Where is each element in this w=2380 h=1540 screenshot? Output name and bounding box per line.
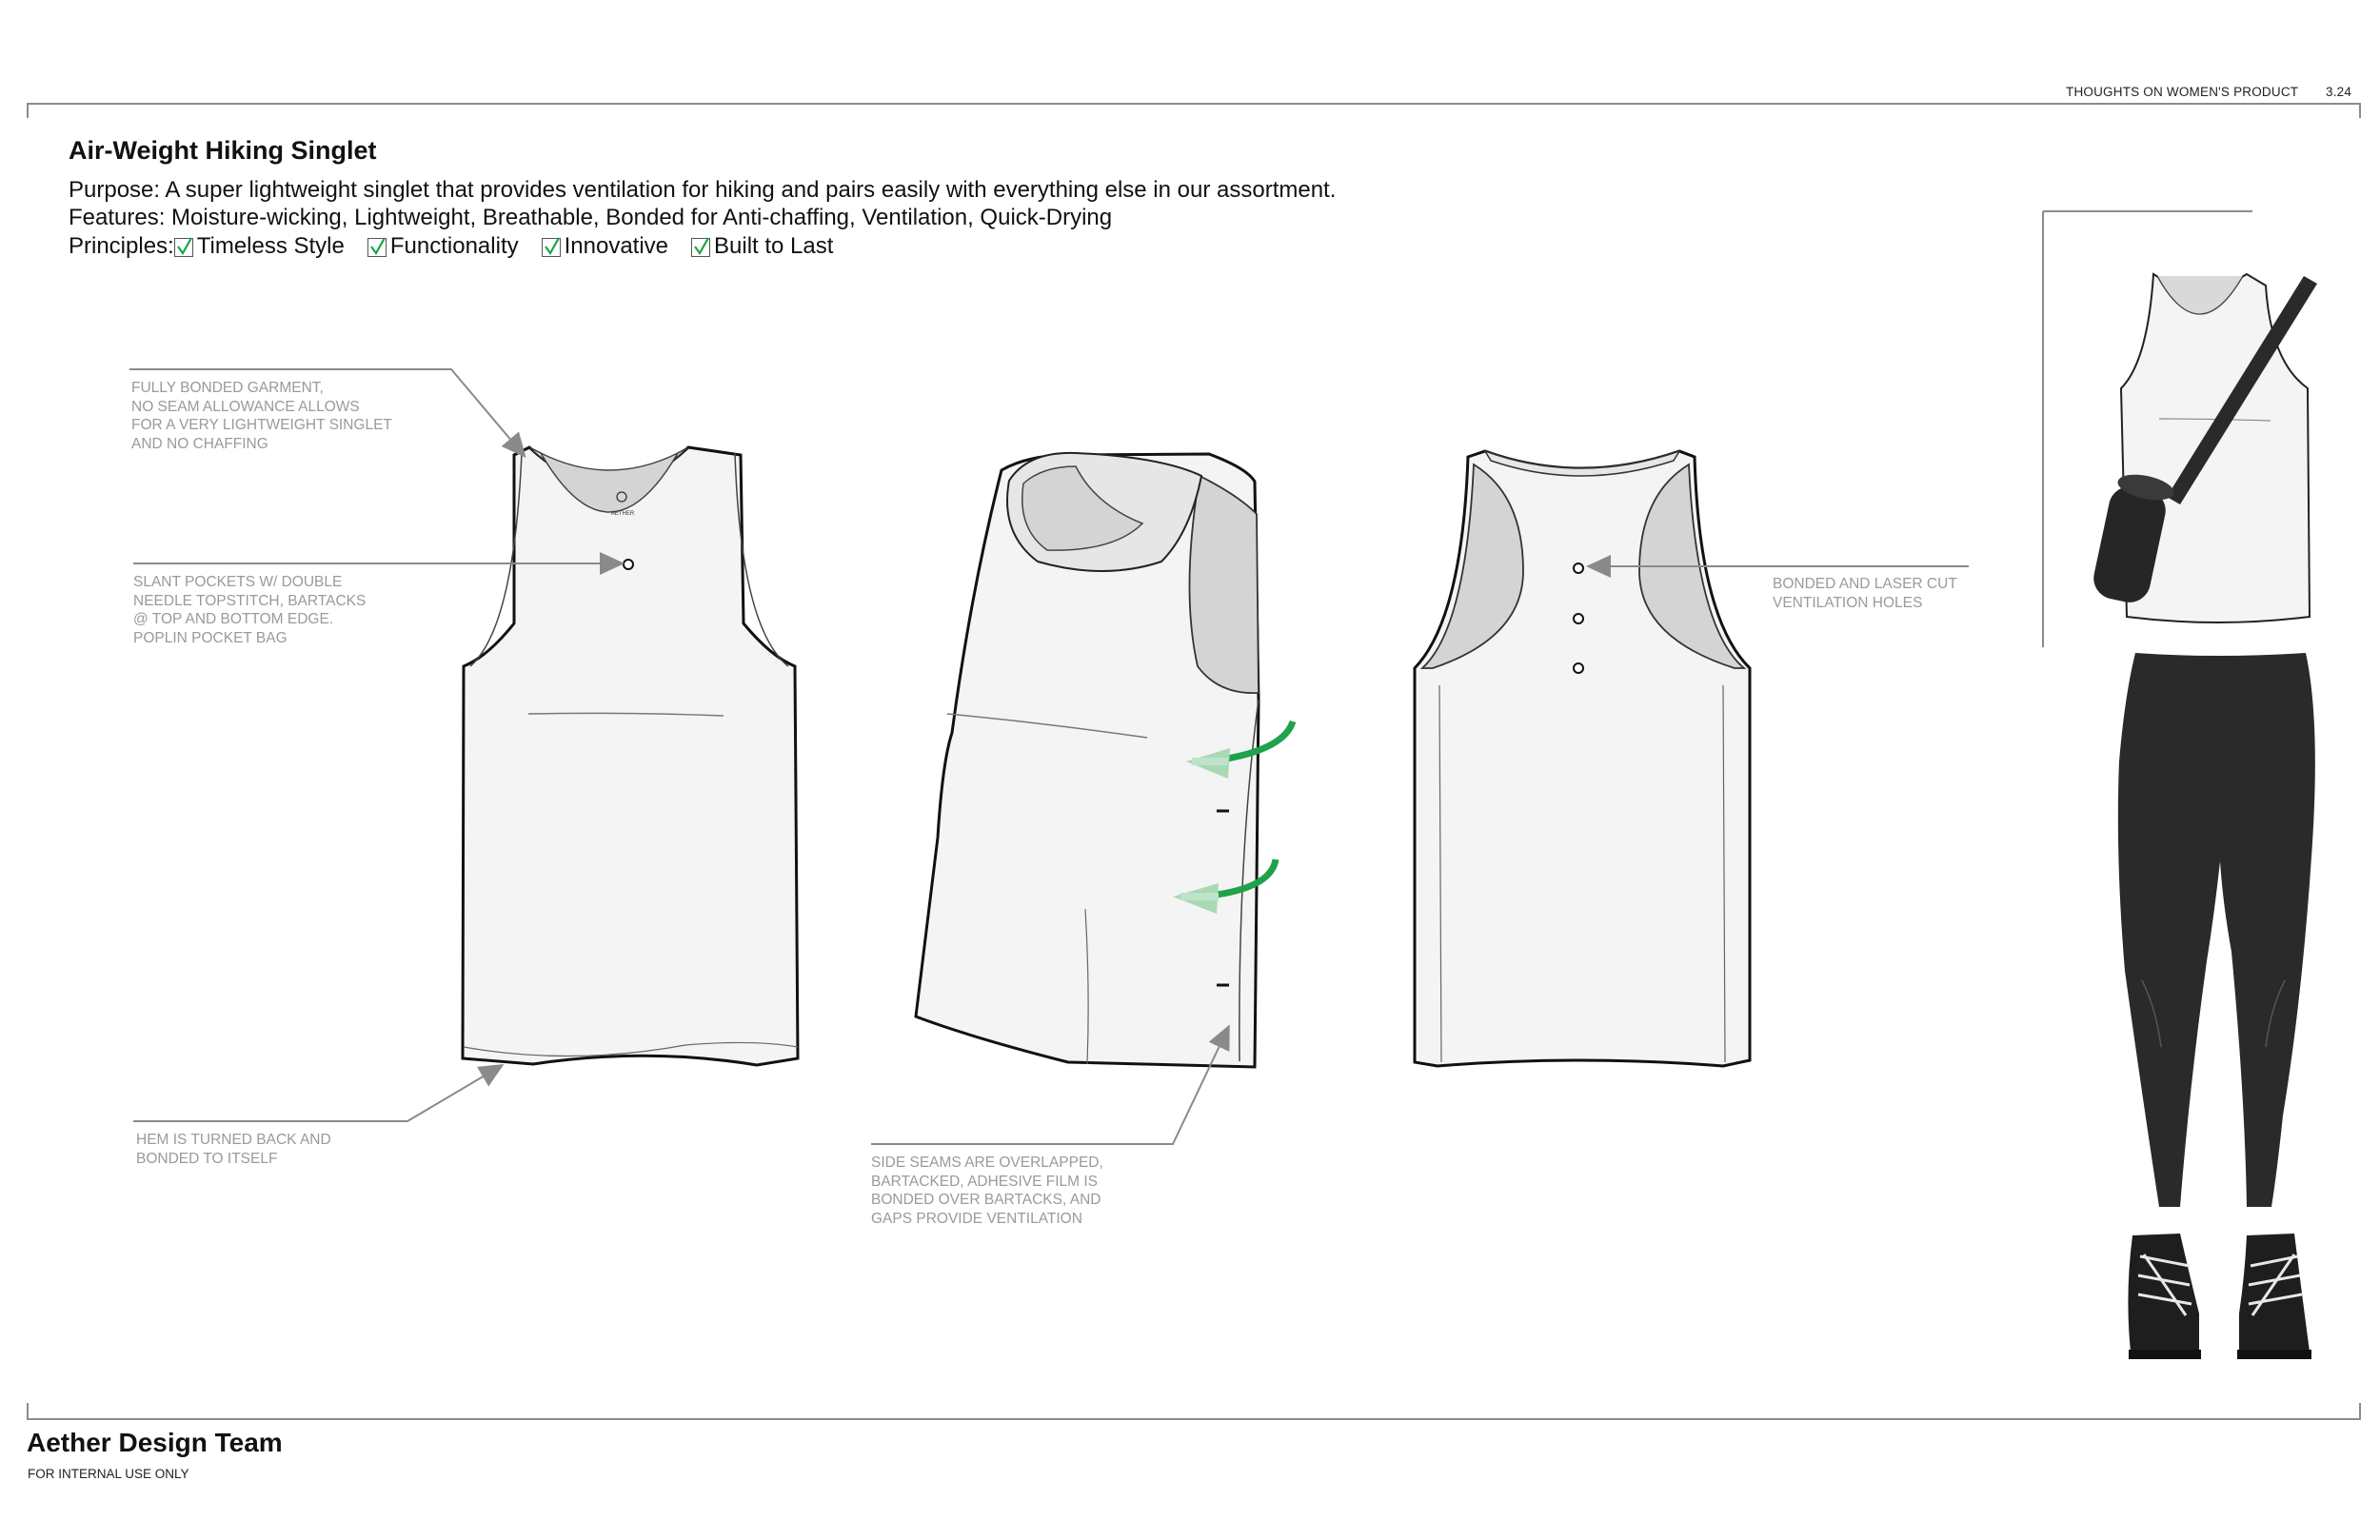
product-title: Air-Weight Hiking Singlet [69, 136, 377, 165]
singlet-front-view [463, 447, 798, 1065]
pocket-button [624, 560, 633, 569]
hiking-boot-right [2237, 1234, 2311, 1359]
hiking-boot-left [2128, 1234, 2201, 1359]
side-armhole [1189, 476, 1259, 693]
page-number: 3.24 [2326, 85, 2352, 99]
vent-hole-3 [1574, 663, 1583, 673]
footer-note: FOR INTERNAL USE ONLY [28, 1467, 189, 1481]
outfit-leggings [2118, 653, 2315, 1207]
principle-label: Timeless Style [196, 233, 345, 259]
vent-hole-1 [1574, 563, 1583, 573]
principle-label: Functionality [389, 233, 519, 259]
principle-label: Innovative [564, 233, 669, 259]
singlet-side-view [916, 453, 1293, 1067]
annotation-vent-holes: BONDED AND LASER CUT VENTILATION HOLES [1773, 576, 1957, 611]
bottom-rule-tick-right [2359, 1403, 2361, 1420]
principles-label: Principles: [69, 233, 174, 259]
features-text: Features: Moisture-wicking, Lightweight, Breathable, Bonded for Anti-chaffing, Ventilation, Quick-Drying [69, 205, 1113, 230]
principle-label: Built to Last [714, 233, 834, 259]
annotation-bonded-garment: FULLY BONDED GARMENT, NO SEAM ALLOWANCE ALLOWS FOR A VERY LIGHTWEIGHT SINGLET AND NO CHAFFING [131, 380, 392, 452]
bottom-rule [27, 1418, 2361, 1420]
singlet-back-view [1415, 451, 1750, 1066]
annotation-hem: HEM IS TURNED BACK AND BONDED TO ITSELF [136, 1132, 331, 1167]
footer-team-name: Aether Design Team [27, 1428, 283, 1457]
back-body [1415, 451, 1750, 1066]
section-title: THOUGHTS ON WOMEN'S PRODUCT [2066, 85, 2299, 99]
neck-label-text: AETHER [610, 511, 635, 517]
annotation-side-seams: SIDE SEAMS ARE OVERLAPPED, BARTACKED, ADHESIVE FILM IS BONDED OVER BARTACKS, AND GAPS PROVIDE VENTILATION [871, 1155, 1103, 1227]
annotation-slant-pockets: SLANT POCKETS W/ DOUBLE NEEDLE TOPSTITCH, BARTACKS @ TOP AND BOTTOM EDGE. POPLIN POCKET BAG [133, 574, 367, 646]
vent-hole-2 [1574, 614, 1583, 623]
bottom-rule-tick-left [27, 1403, 29, 1420]
outfit-panel [2043, 211, 2317, 1359]
front-body [463, 447, 798, 1065]
purpose-text: Purpose: A super lightweight singlet that provides ventilation for hiking and pairs easily with everything else in our assortment. [69, 177, 1337, 203]
